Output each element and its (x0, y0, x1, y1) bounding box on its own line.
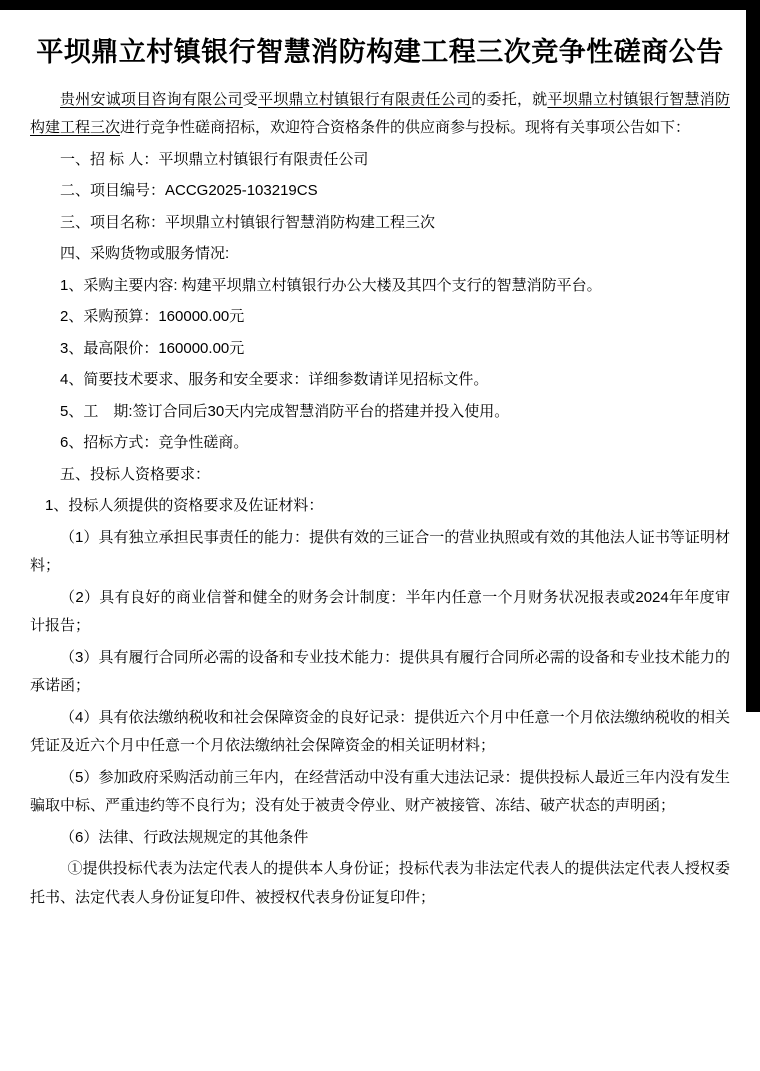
intro-text-segment: 进行竞争性磋商招标，欢迎符合资格条件的供应商参与投标。现将有关事项公告如下： (120, 119, 691, 137)
intro-text-segment: 的委托，就 (471, 90, 548, 108)
paragraph-item: 三、项目名称：平坝鼎立村镇银行智慧消防构建工程三次 (60, 213, 436, 231)
intro-underlined-segment: 贵州安诚项目咨询有限公司 (60, 90, 243, 108)
paragraph-item: （1）具有独立承担民事责任的能力：提供有效的三证合一的营业执照或有效的其他法人证书等证明材料； (30, 528, 730, 575)
document-page (0, 10, 760, 915)
page-title: 平坝鼎立村镇银行智慧消防构建工程三次竞争性磋商公告 (36, 37, 724, 67)
intro-underlined-segment: 平坝鼎立村镇银行智慧消防构建工程三次 (30, 90, 730, 137)
intro-underlined-segment: 平坝鼎立村镇银行有限责任公司 (258, 90, 472, 108)
paragraph-item: 五、投标人资格要求： (60, 465, 211, 483)
paragraph-item: ①提供投标代表为法定代表人的提供本人身份证；投标代表为非法定代表人的提供法定代表人授权委托书、法定代表人身份证复印件、被授权代表身份证复印件； (30, 860, 730, 906)
paragraph-item: 一、招 标 人：平坝鼎立村镇银行有限责任公司 (60, 150, 369, 168)
paragraph-item: （4）具有依法缴纳税收和社会保障资金的良好记录：提供近六个月中任意一个月依法缴纳税收的相关凭证及近六个月中任意一个月依法缴纳社会保障资金的相关证明材料； (30, 708, 730, 755)
scan-border-top (0, 0, 760, 10)
intro-text-segment: 受 (242, 90, 259, 108)
paragraph-item: 二、项目编号：ACCG2025-103219CS (60, 182, 318, 200)
paragraph-item: （3）具有履行合同所必需的设备和专业技术能力：提供具有履行合同所必需的设备和专业技术能力的承诺函； (30, 648, 730, 695)
paragraph-item: 1、投标人须提供的资格要求及佐证材料： (45, 497, 324, 515)
paragraph-item: 1、采购主要内容: 构建平坝鼎立村镇银行办公大楼及其四个支行的智慧消防平台。 (60, 276, 602, 294)
paragraph-item: 6、招标方式：竞争性磋商。 (60, 434, 249, 452)
intro-paragraph (30, 86, 730, 143)
paragraph-item: 2、采购预算：160000.00元 (60, 308, 245, 326)
body-paragraphs (30, 146, 730, 913)
paragraph-item: 5、工 期:签订合同后30天内完成智慧消防平台的搭建并投入使用。 (60, 402, 510, 420)
paragraph-item: 四、采购货物或服务情况: (60, 245, 230, 263)
paragraph-item: 4、简要技术要求、服务和安全要求：详细参数请详见招标文件。 (60, 371, 489, 389)
paragraph-item: （2）具有良好的商业信誉和健全的财务会计制度：半年内任意一个月财务状况报表或2024年年度审计报告； (30, 588, 730, 635)
paragraph-item: 3、最高限价：160000.00元 (60, 339, 245, 357)
paragraph-item: （6）法律、行政法规规定的其他条件 (60, 828, 309, 846)
paragraph-item: （5）参加政府采购活动前三年内，在经营活动中没有重大违法记录：提供投标人最近三年内没有发生骗取中标、严重违约等不良行为；没有处于被责令停业、财产被接管、冻结、破产状态的声明函； (30, 768, 730, 815)
